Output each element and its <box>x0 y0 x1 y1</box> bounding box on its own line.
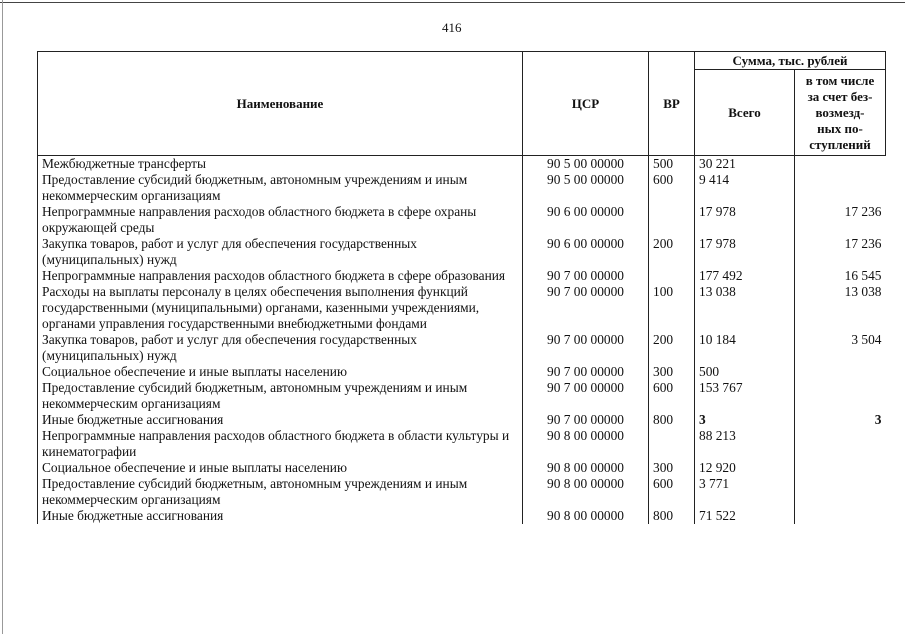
row-csr: 90 5 00 00000 <box>523 172 649 204</box>
row-csr: 90 7 00 00000 <box>523 412 649 428</box>
header-grant-line: за счет без- <box>807 88 873 104</box>
row-vr: 600 <box>649 476 695 508</box>
table-row <box>38 284 886 332</box>
row-vr: 500 <box>649 156 695 173</box>
table-header <box>38 52 886 156</box>
row-vr: 600 <box>649 380 695 412</box>
row-total: 88 213 <box>695 428 795 460</box>
table-body <box>38 156 886 525</box>
row-total: 177 492 <box>695 268 795 284</box>
row-name: Непрограммные направления расходов областного бюджета в сфере образования <box>38 268 523 284</box>
row-grant <box>795 428 886 460</box>
row-csr: 90 6 00 00000 <box>523 204 649 236</box>
row-vr: 800 <box>649 412 695 428</box>
row-name: Закупка товаров, работ и услуг для обеспечения государственных (муниципальных) нужд <box>38 236 523 268</box>
row-total: 3 771 <box>695 476 795 508</box>
row-grant: 17 236 <box>795 236 886 268</box>
row-name: Иные бюджетные ассигнования <box>38 412 523 428</box>
row-grant <box>795 364 886 380</box>
row-name: Предоставление субсидий бюджетным, автономным учреждениям и иным некоммерческим организациям <box>38 380 523 412</box>
row-csr: 90 7 00 00000 <box>523 284 649 332</box>
row-total: 500 <box>695 364 795 380</box>
row-total: 13 038 <box>695 284 795 332</box>
header-grant-line: ных по- <box>817 120 863 136</box>
row-grant <box>795 508 886 524</box>
table-row <box>38 476 886 508</box>
row-vr <box>649 204 695 236</box>
header-total: Всего <box>695 70 795 156</box>
row-vr <box>649 268 695 284</box>
row-vr: 300 <box>649 460 695 476</box>
row-total: 9 414 <box>695 172 795 204</box>
header-grant-line: возмезд- <box>815 104 865 120</box>
header-grant-line: ступлений <box>809 136 871 152</box>
row-total: 71 522 <box>695 508 795 524</box>
row-grant <box>795 476 886 508</box>
row-name: Предоставление субсидий бюджетным, автономным учреждениям и иным некоммерческим организациям <box>38 476 523 508</box>
table-row <box>38 428 886 460</box>
row-total: 10 184 <box>695 332 795 364</box>
row-grant: 13 038 <box>795 284 886 332</box>
row-grant: 16 545 <box>795 268 886 284</box>
row-vr: 100 <box>649 284 695 332</box>
row-csr: 90 8 00 00000 <box>523 428 649 460</box>
row-csr: 90 5 00 00000 <box>523 156 649 173</box>
header-name: Наименование <box>38 52 523 156</box>
table-row <box>38 172 886 204</box>
row-name: Непрограммные направления расходов областного бюджета в сфере охраны окружающей среды <box>38 204 523 236</box>
row-name: Межбюджетные трансферты <box>38 156 523 173</box>
row-name: Иные бюджетные ассигнования <box>38 508 523 524</box>
row-name: Расходы на выплаты персоналу в целях обеспечения выполнения функций государственными (муниципальными) органами, казенными учреждениями, органами управления государственными внебюджетными фондами <box>38 284 523 332</box>
row-grant: 3 <box>795 412 886 428</box>
table-row <box>38 412 886 428</box>
header-grant-line: в том числе <box>805 72 875 88</box>
row-total: 3 <box>695 412 795 428</box>
row-vr: 600 <box>649 172 695 204</box>
row-total: 30 221 <box>695 156 795 173</box>
row-csr: 90 8 00 00000 <box>523 508 649 524</box>
row-vr: 300 <box>649 364 695 380</box>
row-vr <box>649 428 695 460</box>
row-csr: 90 8 00 00000 <box>523 460 649 476</box>
table-row <box>38 460 886 476</box>
row-csr: 90 7 00 00000 <box>523 364 649 380</box>
row-csr: 90 7 00 00000 <box>523 380 649 412</box>
row-csr: 90 6 00 00000 <box>523 236 649 268</box>
row-name: Закупка товаров, работ и услуг для обеспечения государственных (муниципальных) нужд <box>38 332 523 364</box>
table-row <box>38 236 886 268</box>
budget-table <box>37 51 886 524</box>
row-csr: 90 8 00 00000 <box>523 476 649 508</box>
row-total: 12 920 <box>695 460 795 476</box>
top-rule <box>0 2 905 3</box>
table-row <box>38 204 886 236</box>
row-grant: 3 504 <box>795 332 886 364</box>
header-vr: ВР <box>649 52 695 156</box>
left-margin-rule <box>2 0 3 634</box>
row-vr: 800 <box>649 508 695 524</box>
row-grant <box>795 460 886 476</box>
row-total: 17 978 <box>695 204 795 236</box>
header-grant <box>795 70 886 156</box>
table-row <box>38 508 886 524</box>
row-total: 153 767 <box>695 380 795 412</box>
row-name: Непрограммные направления расходов областного бюджета в области культуры и кинематографии <box>38 428 523 460</box>
row-name: Социальное обеспечение и иные выплаты населению <box>38 460 523 476</box>
header-sum: Сумма, тыс. рублей <box>695 52 886 70</box>
row-grant <box>795 172 886 204</box>
row-grant <box>795 156 886 173</box>
table-row <box>38 268 886 284</box>
table-row <box>38 380 886 412</box>
row-vr: 200 <box>649 236 695 268</box>
row-vr: 200 <box>649 332 695 364</box>
row-grant <box>795 380 886 412</box>
header-csr: ЦСР <box>523 52 649 156</box>
row-csr: 90 7 00 00000 <box>523 268 649 284</box>
row-grant: 17 236 <box>795 204 886 236</box>
row-total: 17 978 <box>695 236 795 268</box>
row-name: Предоставление субсидий бюджетным, автономным учреждениям и иным некоммерческим организациям <box>38 172 523 204</box>
table-row <box>38 332 886 364</box>
table-row <box>38 364 886 380</box>
page-number: 416 <box>442 20 462 35</box>
row-name: Социальное обеспечение и иные выплаты населению <box>38 364 523 380</box>
row-csr: 90 7 00 00000 <box>523 332 649 364</box>
table-row <box>38 156 886 173</box>
